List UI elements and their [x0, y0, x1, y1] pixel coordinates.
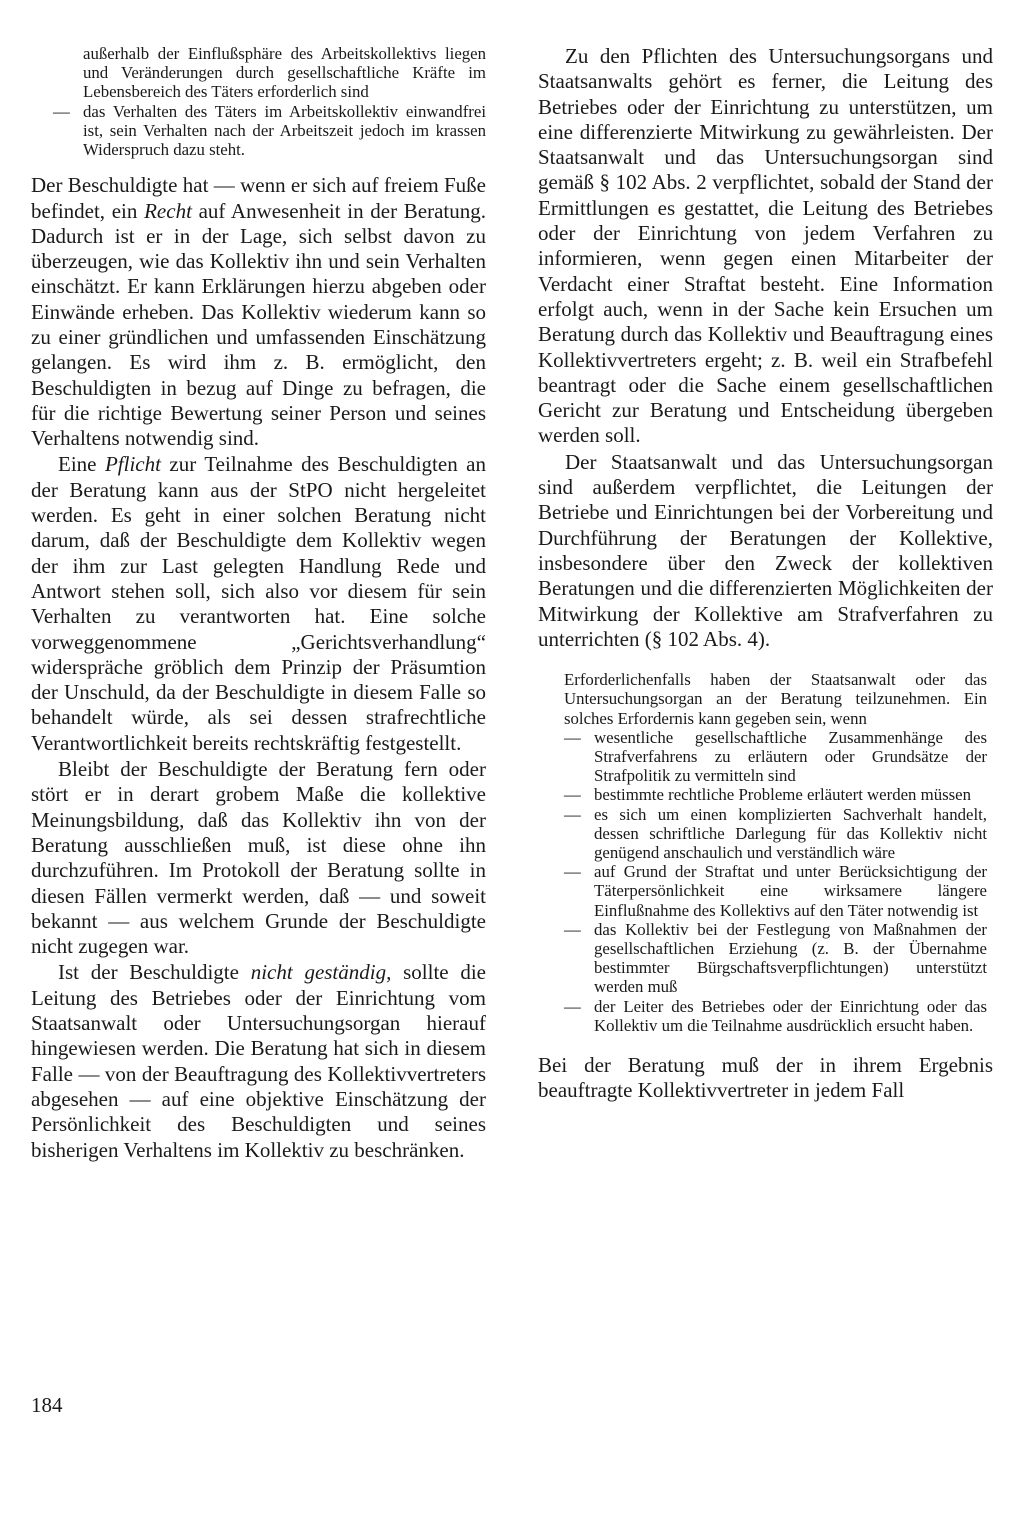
right-small-dash-item-3 — [564, 805, 987, 863]
left-p2-text-b: zur Teilnahme des Beschuldigten an der Beratung kann aus der StPO nicht hergeleitet werden. Es geht in einer solchen Beratung nicht darum, daß der Beschuldigte dem Kollektiv wegen der ihm zur Last gelegten Handlung Rede und Antwort stehen soll, sich also vor diesem für sein Verhalten zu verantworten hat. Eine solche vorweggenommene „Gerichtsverhandlung“ widerspräche gröblich dem Prinzip der Präsumtion der Unschuld, da der Beschuldigte in diesem Falle so behandelt würde, als sei dessen strafrechtliche Verantwortlichkeit bereits rechtskräftig festgestellt. — [31, 452, 486, 755]
left-column — [31, 44, 486, 1163]
left-p1-text-b: auf Anwesenheit in der Beratung. Dadurch ist er in der Lage, sich selbst davon zu überzeugen, wie das Kollektiv ihn und sein Verhalten einschätzt. Er kann Erklärungen hierzu abgeben oder Einwände erheben. Das Kollektiv wiederum kann so zu einer gründlichen und umfassenden Einschätzung gelangen. Es wird ihm z. B. ermöglicht, den Beschuldigten in bezug auf Dinge zu befragen, die für die richtige Bewertung seiner Person und seines Verhaltens notwendig sind. — [31, 198, 486, 451]
left-small-continuation: außerhalb der Einflußsphäre des Arbeitskollektivs liegen und Veränderungen durch gesellschaftliche Kräfte im Lebensbereich des Täters erforderlich sind — [83, 44, 486, 102]
right-small-dash-text-4: auf Grund der Straftat und unter Berücksichtigung der Täterpersönlichkeit eine wirksamere längere Einflußnahme des Kollektivs auf den Täter notwendig ist — [594, 862, 987, 920]
right-small-dash-text-1: wesentliche gesellschaftliche Zusammenhänge des Strafverfahrens zu erläutern oder Grundsätze der Strafpolitik zu vermitteln sind — [594, 727, 987, 786]
dash-marker: — — [53, 101, 70, 121]
left-paragraph-3: Bleibt der Beschuldigte der Beratung fern oder stört er in derart grobem Maße die kollektive Meinungsbildung, daß das Kollektiv ihn von der Beratung ausschließen muß, ist diese ohne ihn durchzuführen. Im Protokoll der Beratung sollte in diesen Fällen vermerkt werden, daß — und soweit bekannt — aus welchem Grunde der Beschuldigte nicht zugegen war. — [31, 757, 486, 959]
left-p2-emphasis: Pflicht — [104, 452, 161, 477]
left-paragraph-2 — [31, 452, 486, 756]
right-small-dash-text-3: es sich um einen komplizierten Sachverhalt handelt, dessen schriftliche Darlegung für das Kollektiv nicht genügend anschaulich und verständlich wäre — [594, 804, 987, 862]
page-number: 184 — [31, 1393, 63, 1417]
right-small-dash-item-5 — [564, 920, 987, 997]
dash-marker: — — [564, 996, 581, 1016]
right-small-dash-text-6: der Leiter des Betriebes oder der Einrichtung oder das Kollektiv um die Teilnahme ausdrücklich ersucht haben. — [594, 996, 987, 1035]
right-small-intro: Erforderlichenfalls haben der Staatsanwalt oder das Untersuchungsorgan an der Beratung teilzunehmen. Ein solches Erfordernis kann gegeben sein, wenn — [564, 670, 987, 728]
right-paragraph-3: Bei der Beratung muß der in ihrem Ergebnis beauftragte Kollektivvertreter in jedem Fall — [538, 1052, 993, 1103]
left-small-block — [53, 44, 486, 160]
right-column — [538, 44, 993, 1104]
right-small-dash-item-2 — [564, 785, 987, 804]
left-small-dash-item-1 — [53, 102, 486, 160]
dash-marker: — — [564, 919, 581, 939]
right-paragraph-1: Zu den Pflichten des Untersuchungsorgans und Staatsanwalts gehört es ferner, die Leitung des Betriebes oder der Einrichtung zu unterstützen, um eine differenzierte Mitwirkung zu gewährleisten. Der Staatsanwalt und das Untersuchungsorgan sind gemäß § 102 Abs. 2 verpflichtet, sobald der Stand der Ermittlungen es gestattet, die Leitung des Betriebes oder der Einrichtung von jedem Verfahren zu informieren, wenn gegen einen Mitarbeiter der Verdacht einer Straftat besteht. Eine Information erfolgt auch, wenn in der Sache kein Ersuchen um Beratung durch das Kollektiv und Beauftragung eines Kollektivvertreters ergeht; z. B. weil ein Strafbefehl beantragt oder die Sache einem gesellschaftlichen Gericht zur Beratung und Entscheidung übergeben werden soll. — [538, 44, 993, 448]
dash-marker: — — [564, 862, 581, 882]
right-small-dash-item-1 — [564, 728, 987, 786]
right-paragraph-2: Der Staatsanwalt und das Untersuchungsorgan sind außerdem verpflichtet, die Leitungen der Betriebe und Einrichtungen bei der Vorbereitung und Durchführung der Beratungen der Kollektive, insbesondere über den Zweck der kollektiven Beratungen und die differenzierten Möglichkeiten der Mitwirkung der Kollektive am Strafverfahren zu unterrichten (§ 102 Abs. 4). — [538, 449, 993, 651]
left-small-dash-text-1: das Verhalten des Täters im Arbeitskollektiv einwandfrei ist, sein Verhalten nach der Arbeitszeit jedoch im krassen Widerspruch dazu steht. — [83, 101, 486, 160]
right-small-dash-item-4 — [564, 862, 987, 920]
left-p4-text-b: sollte die Leitung des Betriebes oder der Einrichtung vom Staatsanwalt oder Untersuchungsorgan hierauf hingewiesen werden. Die Beratung hat sich in diesem Falle — von der Beauftragung des Kollektivvertreters abgesehen — auf eine objektive Einschätzung der Persönlichkeit des Beschuldigten und seines bisherigen Verhaltens im Kollektiv zu beschränken. — [31, 960, 487, 1162]
right-small-dash-item-6 — [564, 997, 987, 1035]
right-small-dash-text-2: bestimmte rechtliche Probleme erläutert werden müssen — [594, 785, 971, 805]
right-small-dash-list — [564, 728, 987, 1035]
right-small-block — [564, 670, 987, 1035]
left-p1-text-a: Der Beschuldigte hat — wenn er sich auf freiem Fuße befindet, ein — [31, 173, 486, 223]
dash-marker: — — [564, 785, 581, 805]
left-p4-emphasis: nicht geständig, — [250, 960, 392, 985]
left-paragraph-4 — [31, 960, 486, 1162]
left-paragraph-1 — [31, 173, 486, 451]
dash-marker: — — [564, 804, 581, 824]
left-p4-text-a: Ist der Beschuldigte — [58, 960, 251, 985]
left-p2-text-a: Eine — [58, 452, 105, 477]
right-small-dash-text-5: das Kollektiv bei der Festlegung von Maßnahmen der gesellschaftlichen Erziehung (z. B. der Übernahme bestimmter Bürgschaftsverpflichtungen) unterstützt werden muß — [594, 919, 987, 997]
left-p1-emphasis: Recht — [144, 198, 192, 223]
dash-marker: — — [564, 727, 581, 747]
